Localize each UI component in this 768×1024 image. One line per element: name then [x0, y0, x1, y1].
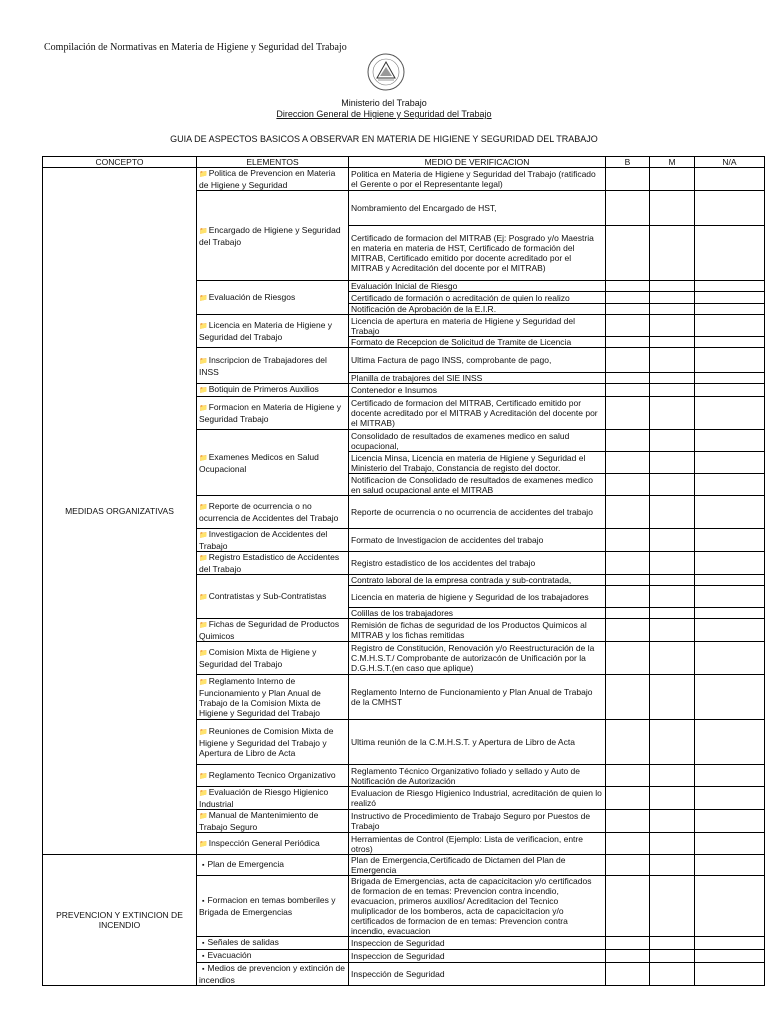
rating-cell-na[interactable]	[695, 315, 765, 337]
concept-cell: MEDIDAS ORGANIZATIVAS	[43, 168, 197, 855]
element-label: Medios de prevencion y extinción de incendios	[199, 963, 345, 985]
verification-cell: Plan de Emergencia,Certificado de Dictamen del Plan de Emergencia	[349, 855, 606, 876]
verification-cell: Notificación de Aprobación de la E.I.R.	[349, 304, 606, 315]
concept-cell: PREVENCION Y EXTINCION DE INCENDIO	[43, 855, 197, 986]
rating-cell-na[interactable]	[695, 337, 765, 348]
rating-cell-na[interactable]	[695, 765, 765, 787]
checklist-bullet-icon: 📁	[199, 323, 208, 330]
verification-cell: Inspección de Seguridad	[349, 963, 606, 986]
checklist-bullet-icon: 📁	[199, 405, 208, 412]
element-cell	[197, 937, 349, 950]
checklist-bullet-icon: 📁	[199, 593, 208, 601]
rating-cell-na[interactable]	[695, 348, 765, 373]
verification-cell: Registro de Constitución, Renovación y/o Reestructuración de la C.M.H.S.T./ Comprobante de autorizacón de Unificación por la D.G.H.S.T.(en caso que aplique)	[349, 642, 606, 675]
verification-cell: Formato de Investigacion de accidentes del trabajo	[349, 529, 606, 552]
rating-cell-b[interactable]	[606, 586, 650, 608]
checklist-bullet-icon: 📁	[199, 357, 208, 365]
element-cell	[197, 384, 349, 397]
rating-cell-na[interactable]	[695, 552, 765, 575]
rating-cell-m[interactable]	[650, 675, 695, 720]
element-cell	[197, 963, 349, 986]
verification-cell: Reglamento Técnico Organizativo foliado y sellado y Auto de Notificación de Autorización	[349, 765, 606, 787]
verification-cell: Planilla de trabajores del SIE INSS	[349, 373, 606, 384]
verification-cell: Ultima reunión de la C.M.H.S.T. y Apertura de Libro de Acta	[349, 720, 606, 765]
rating-cell-m[interactable]	[650, 373, 695, 384]
ministry-name: Ministerio del Trabajo	[341, 98, 427, 108]
element-label: Señales de salidas	[207, 937, 279, 947]
rating-cell-b[interactable]	[606, 337, 650, 348]
column-header: ELEMENTOS	[197, 157, 349, 168]
rating-cell-m[interactable]	[650, 452, 695, 474]
rating-cell-na[interactable]	[695, 876, 765, 937]
verification-cell: Contenedor e Insumos	[349, 384, 606, 397]
verification-cell: Evaluacion de Riesgo Higienico Industrial, acreditación de quien lo realizó	[349, 787, 606, 810]
checklist-bullet-icon: 📁	[199, 454, 208, 462]
rating-cell-na[interactable]	[695, 575, 765, 586]
rating-cell-na[interactable]	[695, 619, 765, 642]
table-header-row	[43, 157, 765, 168]
element-cell	[197, 787, 349, 810]
rating-cell-na[interactable]	[695, 855, 765, 876]
checklist-bullet-icon: 📁	[199, 504, 208, 511]
document-title: GUIA DE ASPECTOS BASICOS A OBSERVAR EN MATERIA DE HIGIENE Y SEGURIDAD DEL TRABAJO	[170, 134, 598, 144]
rating-cell-na[interactable]	[695, 810, 765, 833]
rating-cell-na[interactable]	[695, 430, 765, 452]
rating-cell-m[interactable]	[650, 384, 695, 397]
rating-cell-b[interactable]	[606, 720, 650, 765]
rating-cell-m[interactable]	[650, 810, 695, 833]
rating-cell-b[interactable]	[606, 765, 650, 787]
rating-cell-b[interactable]	[606, 397, 650, 430]
rating-cell-m[interactable]	[650, 348, 695, 373]
checklist-bullet-icon: 📁	[199, 729, 208, 736]
element-cell	[197, 720, 349, 765]
element-label: Encargado de Higiene y Seguridad del Trabajo	[199, 224, 341, 247]
element-label: Fichas de Seguridad de Productos Quimicos	[199, 619, 340, 641]
rating-cell-m[interactable]	[650, 304, 695, 315]
verification-cell: Licencia de apertura en materia de Higiene y Seguridad del Trabajo	[349, 315, 606, 337]
rating-cell-na[interactable]	[695, 586, 765, 608]
rating-cell-b[interactable]	[606, 430, 650, 452]
checklist-bullet-icon: 📁	[199, 840, 208, 848]
rating-cell-na[interactable]	[695, 281, 765, 292]
square-bullet-icon: ▪	[202, 953, 205, 960]
rating-cell-na[interactable]	[695, 720, 765, 765]
verification-cell: Reglamento Interno de Funcionamiento y Plan Anual de Trabajo de la CMHST	[349, 675, 606, 720]
rating-cell-m[interactable]	[650, 787, 695, 810]
rating-cell-m[interactable]	[650, 876, 695, 937]
rating-cell-m[interactable]	[650, 642, 695, 675]
rating-cell-m[interactable]	[650, 281, 695, 292]
element-label: Reglamento Interno de Funcionamiento y Plan Anual de Trabajo de la Comision Mixta de Higiene y Seguridad del Trabajo	[199, 676, 321, 718]
rating-cell-na[interactable]	[695, 787, 765, 810]
checklist-bullet-icon: 📁	[199, 772, 208, 780]
element-cell	[197, 855, 349, 876]
element-cell	[197, 529, 349, 552]
rating-cell-b[interactable]	[606, 619, 650, 642]
rating-cell-na[interactable]	[695, 226, 765, 281]
rating-cell-na[interactable]	[695, 950, 765, 963]
checklist-bullet-icon: 📁	[199, 790, 208, 797]
rating-cell-m[interactable]	[650, 529, 695, 552]
rating-cell-b[interactable]	[606, 937, 650, 950]
rating-cell-m[interactable]	[650, 474, 695, 496]
rating-cell-b[interactable]	[606, 642, 650, 675]
verification-cell: Consolidado de resultados de examenes medico en salud ocupacional,	[349, 430, 606, 452]
rating-cell-b[interactable]	[606, 384, 650, 397]
rating-cell-m[interactable]	[650, 833, 695, 855]
square-bullet-icon: ▪	[202, 940, 205, 947]
rating-cell-na[interactable]	[695, 168, 765, 191]
element-label: Politica de Prevencion en Materia de Higiene y Seguridad	[199, 168, 336, 190]
element-cell	[197, 619, 349, 642]
element-cell	[197, 575, 349, 619]
rating-cell-b[interactable]	[606, 348, 650, 373]
rating-cell-na[interactable]	[695, 474, 765, 496]
rating-cell-na[interactable]	[695, 452, 765, 474]
element-cell	[197, 833, 349, 855]
rating-cell-b[interactable]	[606, 950, 650, 963]
rating-cell-m[interactable]	[650, 619, 695, 642]
verification-cell: Certificado de formacion del MITRAB, Certificado emitido por docente acreditado por el MITRAB y Acreditación del docente por el MITRAB)	[349, 397, 606, 430]
element-label: Formacion en temas bomberiles y Brigada de Emergencias	[199, 895, 336, 917]
rating-cell-na[interactable]	[695, 642, 765, 675]
column-header: CONCEPTO	[43, 157, 197, 168]
rating-cell-na[interactable]	[695, 384, 765, 397]
rating-cell-na[interactable]	[695, 529, 765, 552]
element-label: Examenes Medicos en Salud Ocupacional	[199, 451, 319, 474]
verification-cell: Registro estadistico de los accidentes del trabajo	[349, 552, 606, 575]
rating-cell-b[interactable]	[606, 292, 650, 304]
element-cell	[197, 348, 349, 384]
verification-cell: Contrato laboral de la empresa contrada y sub-contratada,	[349, 575, 606, 586]
verification-cell: Colillas de los trabajadores	[349, 608, 606, 619]
square-bullet-icon: ▪	[202, 966, 205, 973]
element-label: Inspección General Periódica	[208, 837, 320, 848]
checklist-bullet-icon: 📁	[199, 171, 208, 178]
element-cell	[197, 430, 349, 496]
rating-cell-b[interactable]	[606, 281, 650, 292]
verification-cell: Ultima Factura de pago INSS, comprobante de pago,	[349, 348, 606, 373]
rating-cell-na[interactable]	[695, 963, 765, 986]
verification-cell: Formato de Recepcion de Solicitud de Tramite de Licencia	[349, 337, 606, 348]
rating-cell-b[interactable]	[606, 304, 650, 315]
element-label: Registro Estadistico de Accidentes del Trabajo	[199, 552, 340, 574]
checklist-bullet-icon: 📁	[199, 679, 208, 686]
element-cell	[197, 496, 349, 529]
checklist-bullet-icon: 📁	[199, 294, 208, 302]
rating-cell-na[interactable]	[695, 937, 765, 950]
verification-cell: Nombramiento del Encargado de HST,	[349, 191, 606, 226]
element-label: Plan de Emergencia	[207, 859, 285, 869]
rating-cell-na[interactable]	[695, 191, 765, 226]
verification-cell: Licencia Minsa, Licencia en materia de Higiene y Seguridad el Ministerio del Trabajo, Constancia de registo del doctor.	[349, 452, 606, 474]
rating-cell-b[interactable]	[606, 373, 650, 384]
rating-cell-m[interactable]	[650, 292, 695, 304]
element-label: Evacuación	[207, 950, 252, 960]
verification-cell: Licencia en materia de higiene y Seguridad de los trabajadores	[349, 586, 606, 608]
rating-cell-na[interactable]	[695, 675, 765, 720]
verification-cell: Herramientas de Control (Ejemplo: Lista de verificacion, entre otros)	[349, 833, 606, 855]
element-cell	[197, 810, 349, 833]
rating-cell-b[interactable]	[606, 963, 650, 986]
rating-cell-m[interactable]	[650, 397, 695, 430]
column-header: M	[650, 157, 695, 168]
rating-cell-b[interactable]	[606, 787, 650, 810]
rating-cell-m[interactable]	[650, 496, 695, 529]
rating-cell-m[interactable]	[650, 191, 695, 226]
verification-cell: Inspeccion de Seguridad	[349, 937, 606, 950]
rating-cell-m[interactable]	[650, 552, 695, 575]
element-label: Licencia en Materia de Higiene y Seguridad del Trabajo	[199, 320, 333, 342]
verification-cell: Politica en Materia de Higiene y Seguridad del Trabajo (ratificado el Gerente o por el Representante legal)	[349, 168, 606, 191]
verification-cell: Remisión de fichas de seguridad de los Productos Quimicos al MITRAB y los fichas remitidas	[349, 619, 606, 642]
table-row	[43, 855, 765, 876]
checklist-bullet-icon: 📁	[199, 532, 208, 539]
checklist-bullet-icon: 📁	[199, 650, 208, 657]
element-label: Reporte de ocurrencia o no ocurrencia de Accidentes del Trabajo	[199, 501, 339, 523]
element-label: Evaluación de Riesgos	[208, 291, 296, 302]
element-cell	[197, 765, 349, 787]
rating-cell-b[interactable]	[606, 315, 650, 337]
verification-cell: Brigada de Emergencias, acta de capacicitacion y/o certificados de formacion de en temas: Prevencion contra incendio, evacuacion, primeros auxilios/ Acreditacion del Tecnico muliplicador de los bomberos, acta de capacicitacion y/o certificados de formacion de en temas: Prevencion contra incendio, evacuacion	[349, 876, 606, 937]
element-cell	[197, 191, 349, 281]
rating-cell-b[interactable]	[606, 608, 650, 619]
element-label: Botiquin de Primeros Auxilios	[208, 384, 319, 394]
compilation-header: Compilación de Normativas en Materia de Higiene y Seguridad del Trabajo	[44, 42, 347, 53]
rating-cell-m[interactable]	[650, 575, 695, 586]
checklist-bullet-icon: 📁	[199, 227, 208, 235]
rating-cell-b[interactable]	[606, 529, 650, 552]
element-cell	[197, 675, 349, 720]
verification-cell: Inspeccion de Seguridad	[349, 950, 606, 963]
checklist-bullet-icon: 📁	[199, 813, 208, 820]
rating-cell-m[interactable]	[650, 430, 695, 452]
element-cell	[197, 950, 349, 963]
checklist-bullet-icon: 📁	[199, 387, 208, 394]
rating-cell-b[interactable]	[606, 191, 650, 226]
element-cell	[197, 168, 349, 191]
rating-cell-b[interactable]	[606, 168, 650, 191]
element-cell	[197, 281, 349, 315]
column-header: MEDIO DE VERIFICACION	[349, 157, 606, 168]
element-label: Comision Mixta de Higiene y Seguridad del Trabajo	[199, 647, 317, 669]
rating-cell-m[interactable]	[650, 226, 695, 281]
element-label: Formacion en Materia de Higiene y Seguridad Trabajo	[199, 402, 342, 424]
checklist-bullet-icon: 📁	[199, 555, 208, 562]
table-row	[43, 168, 765, 191]
rating-cell-b[interactable]	[606, 474, 650, 496]
verification-cell: Certificado de formacion del MITRAB (Ej: Posgrado y/o Maestria en materia en materia de HST, Certificado de formación del MITRAB, Certificado emitido por docente acreditado por el MITRAB y Acreditación del docente por el MITRAB)	[349, 226, 606, 281]
square-bullet-icon: ▪	[202, 898, 205, 905]
rating-cell-m[interactable]	[650, 950, 695, 963]
verification-cell: Instructivo de Procedimiento de Trabajo Seguro por Puestos de Trabajo	[349, 810, 606, 833]
verification-cell: Reporte de ocurrencia o no ocurrencia de accidentes del trabajo	[349, 496, 606, 529]
square-bullet-icon: ▪	[202, 862, 205, 869]
element-label: Reuniones de Comision Mixta de Higiene y Seguridad del Trabajo y Apertura de Libro de Acta	[199, 726, 334, 758]
element-label: Evaluación de Riesgo Higienico Industrial	[199, 787, 329, 809]
rating-cell-na[interactable]	[695, 608, 765, 619]
element-label: Inscripcion de Trabajadores del INSS	[199, 354, 327, 377]
rating-cell-na[interactable]	[695, 397, 765, 430]
rating-cell-na[interactable]	[695, 304, 765, 315]
rating-cell-m[interactable]	[650, 765, 695, 787]
column-header: N/A	[695, 157, 765, 168]
national-seal-icon	[366, 52, 406, 92]
rating-cell-b[interactable]	[606, 226, 650, 281]
verification-cell: Notificacion de Consolidado de resultados de examenes medico en salud ocupacional ante el MITRAB	[349, 474, 606, 496]
rating-cell-b[interactable]	[606, 833, 650, 855]
rating-cell-m[interactable]	[650, 337, 695, 348]
direction-name: Direccion General de Higiene y Seguridad del Trabajo	[276, 109, 492, 119]
element-cell	[197, 552, 349, 575]
rating-cell-m[interactable]	[650, 937, 695, 950]
rating-cell-m[interactable]	[650, 168, 695, 191]
rating-cell-b[interactable]	[606, 496, 650, 529]
rating-cell-b[interactable]	[606, 855, 650, 876]
rating-cell-b[interactable]	[606, 452, 650, 474]
element-label: Manual de Mantenimiento de Trabajo Seguro	[199, 810, 319, 832]
verification-cell: Certificado de formación o acreditación de quien lo realizo	[349, 292, 606, 304]
rating-cell-b[interactable]	[606, 675, 650, 720]
rating-cell-m[interactable]	[650, 855, 695, 876]
checklist-bullet-icon: 📁	[199, 622, 208, 629]
rating-cell-na[interactable]	[695, 833, 765, 855]
rating-cell-m[interactable]	[650, 608, 695, 619]
element-label: Investigacion de Accidentes del Trabajo	[199, 529, 328, 551]
rating-cell-na[interactable]	[695, 496, 765, 529]
rating-cell-m[interactable]	[650, 963, 695, 986]
column-header: B	[606, 157, 650, 168]
verification-cell: Evaluación Inicial de Riesgo	[349, 281, 606, 292]
rating-cell-b[interactable]	[606, 575, 650, 586]
rating-cell-m[interactable]	[650, 315, 695, 337]
rating-cell-m[interactable]	[650, 720, 695, 765]
element-label: Reglamento Tecnico Organizativo	[208, 769, 336, 780]
element-cell	[197, 876, 349, 937]
element-cell	[197, 315, 349, 348]
rating-cell-b[interactable]	[606, 552, 650, 575]
rating-cell-m[interactable]	[650, 586, 695, 608]
element-cell	[197, 397, 349, 430]
rating-cell-na[interactable]	[695, 373, 765, 384]
checklist-table	[42, 156, 765, 986]
element-cell	[197, 642, 349, 675]
table-body	[43, 168, 765, 986]
element-label: Contratistas y Sub-Contratistas	[208, 590, 327, 601]
rating-cell-na[interactable]	[695, 292, 765, 304]
rating-cell-b[interactable]	[606, 876, 650, 937]
rating-cell-b[interactable]	[606, 810, 650, 833]
